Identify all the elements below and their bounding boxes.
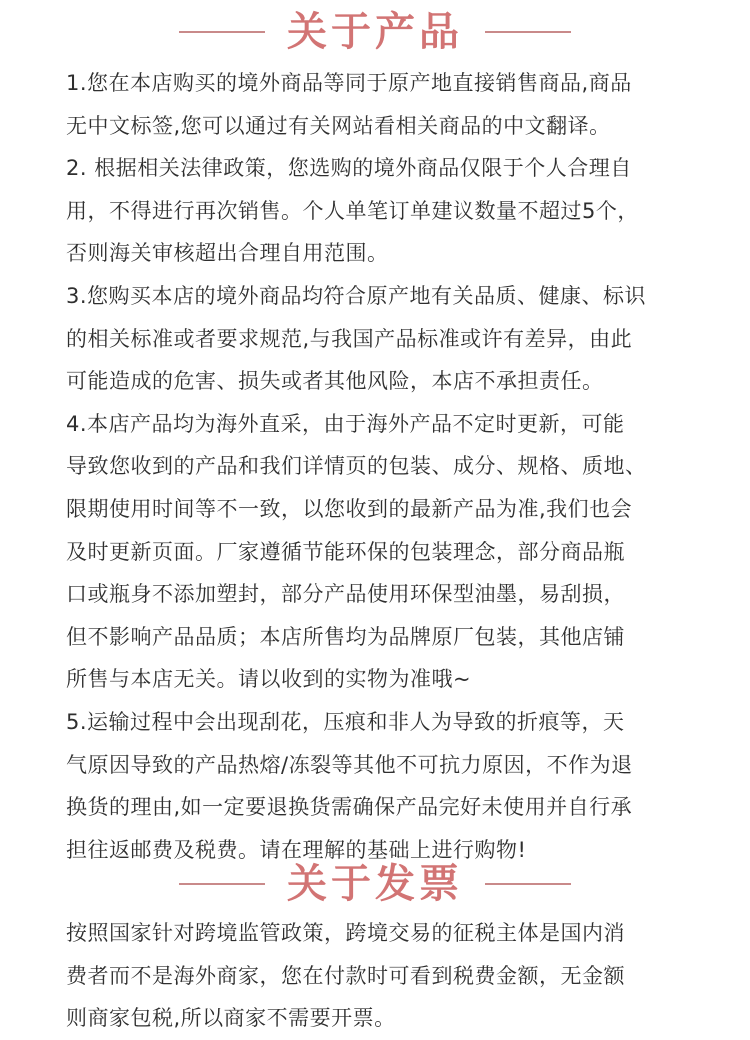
- product-paragraph-5-line: 换货的理由,如一定要退换货需确保产品完好未使用并自行承: [66, 795, 633, 820]
- title-rule-left: [179, 31, 265, 33]
- product-paragraph-4-line: 限期使用时间等不一致，以您收到的最新产品为准,我们也会: [66, 496, 633, 521]
- product-paragraph-5-line: 气原因导致的产品热熔/冻裂等其他不可抗力原因，不作为退: [66, 752, 633, 777]
- product-paragraph-3-line: 可能造成的危害、损失或者其他风险，本店不承担责任。: [66, 369, 604, 394]
- product-paragraph-3-line: 的相关标准或者要求规范,与我国产品标准或许有差异，由此: [66, 326, 633, 351]
- invoice-section-header: [0, 854, 750, 914]
- product-paragraph-4-line: 所售与本店无关。请以收到的实物为准哦~: [66, 667, 472, 692]
- product-paragraph-1-line: 无中文标签,您可以通过有关网站看相关商品的中文翻译。: [66, 113, 611, 138]
- product-paragraph-2-line: 否则海关审核超出合理自用范围。: [66, 241, 389, 266]
- invoice-paragraph-1-line: 按照国家针对跨境监管政策，跨境交易的征税主体是国内消: [66, 921, 625, 945]
- product-paragraph-4-line: 口或瓶身不添加塑封，部分产品使用环保型油墨，易刮损，: [66, 582, 625, 607]
- product-paragraph-4-line: 及时更新页面。厂家遵循节能环保的包装理念，部分商品瓶: [66, 539, 625, 564]
- product-paragraph-4-line: 4.本店产品均为海外直采，由于海外产品不定时更新，可能: [66, 411, 625, 436]
- product-paragraph-2-line: 2. 根据相关法律政策，您选购的境外商品仅限于个人合理自: [66, 156, 632, 181]
- product-paragraph-5-line: 5.运输过程中会出现刮花，压痕和非人为导致的折痕等，天: [66, 709, 625, 734]
- title-rule-right: [485, 31, 571, 33]
- product-paragraph-3-line: 3.您购买本店的境外商品均符合原产地有关品质、健康、标识: [66, 283, 647, 308]
- product-section-title: 关于产品: [287, 9, 463, 55]
- product-notes: [66, 62, 706, 871]
- product-paragraph-5-line: 担往返邮费及税费。请在理解的基础上进行购物!: [66, 837, 527, 862]
- product-paragraph-4-line: 但不影响产品品质；本店所售均为品牌原厂包装，其他店铺: [66, 624, 625, 649]
- invoice-section-title: 关于发票: [287, 861, 463, 907]
- invoice-paragraph-1-line: 则商家包税,所以商家不需要开票。: [66, 1006, 396, 1031]
- invoice-paragraph-1-line: 费者而不是海外商家，您在付款时可看到税费金额，无金额: [66, 963, 625, 988]
- product-paragraph-2-line: 用，不得进行再次销售。个人单笔订单建议数量不超过5个，: [66, 198, 639, 223]
- product-section-header: [0, 2, 750, 62]
- title-rule-left: [179, 883, 265, 885]
- product-paragraph-4-line: 导致您收到的产品和我们详情页的包装、成分、规格、质地、: [66, 454, 647, 479]
- product-paragraph-1-line: 1.您在本店购买的境外商品等同于原产地直接销售商品,商品: [66, 71, 632, 95]
- invoice-notes: [66, 912, 706, 1040]
- title-rule-right: [485, 883, 571, 885]
